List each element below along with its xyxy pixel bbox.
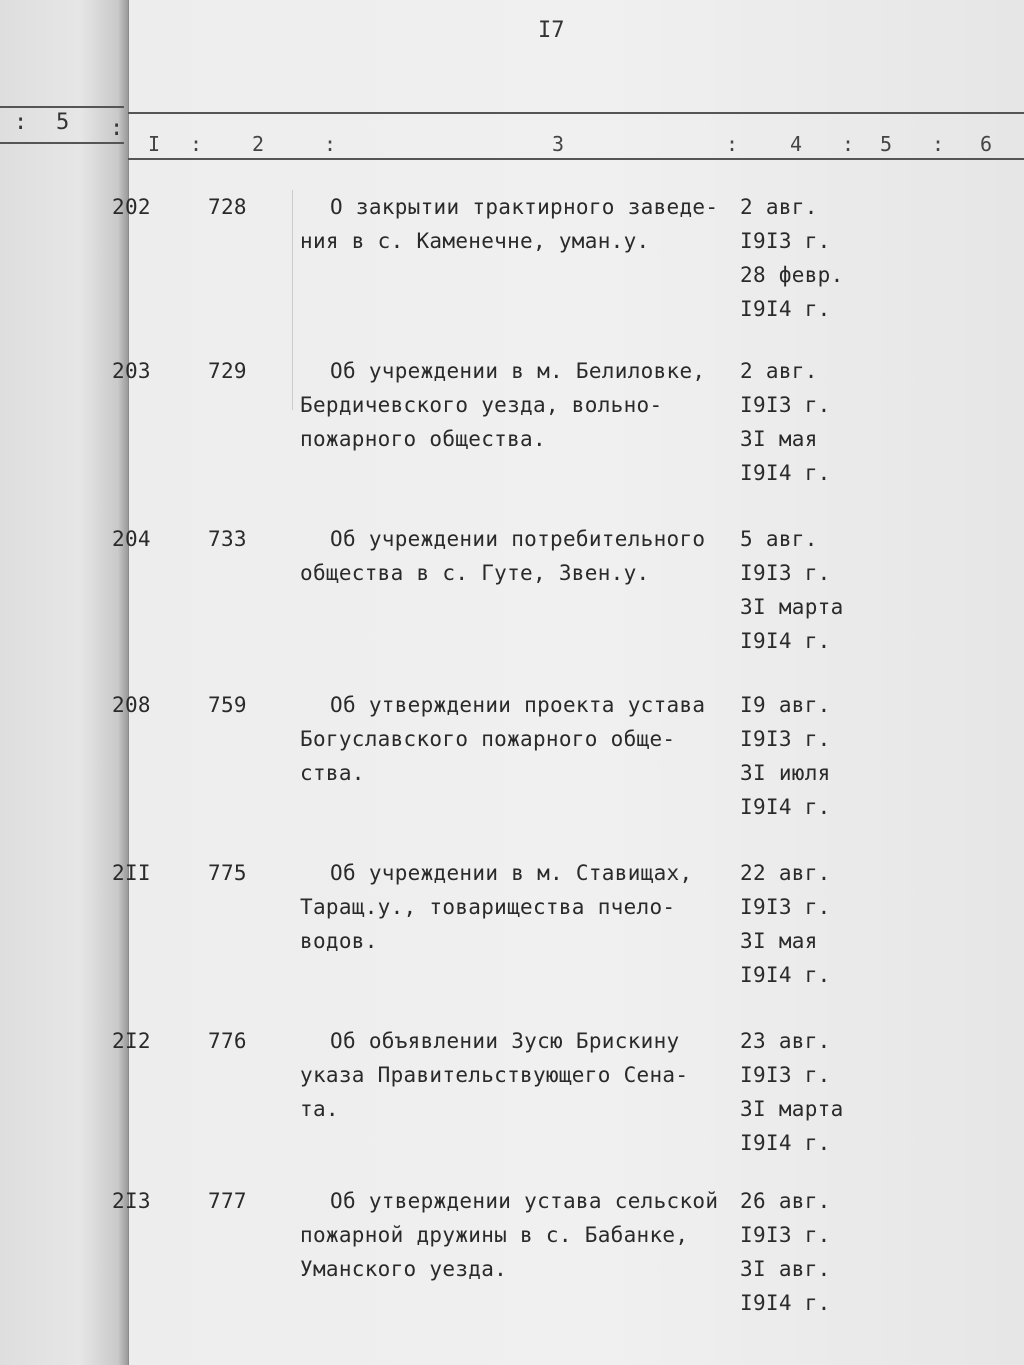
date-line: I9I4 г. [740,795,831,819]
title-line: Бердичевского уезда, вольно- [300,393,663,417]
date-line: I9I3 г. [740,727,831,751]
date-line: I9I3 г. [740,1223,831,1247]
file-number: 729 [208,359,247,383]
row-number: 2I2 [112,1029,151,1053]
date-line: I9I3 г. [740,1063,831,1087]
row-dates [740,522,870,658]
date-line: I9I4 г. [740,1131,831,1155]
row-number: 203 [112,359,151,383]
title-line: Таращ.у., товарищества пчело- [300,895,676,919]
row-title [300,856,740,958]
title-line: Об учреждении в м. Белиловке, [330,359,706,383]
date-line: 3I марта [740,595,844,619]
row-title [300,190,740,258]
header-col-6: 6 [980,132,993,156]
header-separator: : [842,132,855,156]
row-dates [740,856,870,992]
title-line: Уманского уезда. [300,1257,508,1281]
row-title [300,1024,740,1126]
faint-pencil-mark [292,190,293,410]
date-line: I9I4 г. [740,963,831,987]
row-number: 2I3 [112,1189,151,1213]
row-dates [740,190,870,326]
date-line: I9 авг. [740,693,831,717]
date-line: 28 февр. [740,263,844,287]
date-line: I9I4 г. [740,1291,831,1315]
header-col-2: 2 [252,132,265,156]
file-number: 777 [208,1189,247,1213]
title-line: указа Правительствующего Сена- [300,1063,689,1087]
title-line: Об утверждении проекта устава [330,693,706,717]
row-dates [740,1184,870,1320]
date-line: I9I4 г. [740,461,831,485]
title-line: та. [300,1097,339,1121]
title-line: ния в с. Каменечне, уман.у. [300,229,650,253]
title-line: пожарной дружины в с. Бабанке, [300,1223,689,1247]
date-line: I9I3 г. [740,561,831,585]
header-rule-top [128,112,1024,114]
file-number: 759 [208,693,247,717]
row-title [300,688,740,790]
file-number: 733 [208,527,247,551]
file-number: 728 [208,195,247,219]
left-header-separator: : [14,110,28,135]
date-line: 22 авг. [740,861,831,885]
title-line: ства. [300,761,365,785]
row-title [300,354,740,456]
left-header-separator-2: : [110,116,124,141]
title-line: общества в с. Гуте, Звен.у. [300,561,650,585]
header-col-1: I [148,132,161,156]
row-title [300,522,740,590]
header-separator: : [726,132,739,156]
date-line: 3I авг. [740,1257,831,1281]
header-col-5: 5 [880,132,893,156]
title-line: Об утверждении устава сельской [330,1189,719,1213]
page-number: I7 [538,18,565,43]
left-page-edge [0,0,129,1365]
date-line: 2 авг. [740,359,818,383]
date-line: 23 авг. [740,1029,831,1053]
date-line: 5 авг. [740,527,818,551]
date-line: 3I марта [740,1097,844,1121]
left-header-rule-bottom [0,142,124,144]
title-line: Об объявлении Зусю Брискину [330,1029,680,1053]
row-dates [740,1024,870,1160]
table-header [128,112,1024,160]
header-rule-bottom [128,158,1024,160]
row-number: 202 [112,195,151,219]
row-number: 208 [112,693,151,717]
title-line: Об учреждении потребительного [330,527,706,551]
row-number: 2II [112,861,151,885]
row-title [300,1184,740,1286]
left-header-col-5: 5 [56,110,70,135]
row-dates [740,688,870,824]
date-line: I9I4 г. [740,297,831,321]
title-line: О закрытии трактирного заведе- [330,195,719,219]
title-line: водов. [300,929,378,953]
date-line: I9I3 г. [740,393,831,417]
left-header-rule-top [0,106,124,108]
file-number: 775 [208,861,247,885]
date-line: 2 авг. [740,195,818,219]
header-separator: : [190,132,203,156]
date-line: I9I4 г. [740,629,831,653]
row-dates [740,354,870,490]
file-number: 776 [208,1029,247,1053]
title-line: Богуславского пожарного обще- [300,727,676,751]
date-line: 26 авг. [740,1189,831,1213]
header-separator: : [932,132,945,156]
title-line: Об учреждении в м. Ставищах, [330,861,693,885]
title-line: пожарного общества. [300,427,546,451]
header-col-3: 3 [552,132,565,156]
date-line: I9I3 г. [740,895,831,919]
header-separator: : [324,132,337,156]
date-line: 3I мая [740,427,818,451]
header-col-4: 4 [790,132,803,156]
date-line: 3I мая [740,929,818,953]
date-line: 3I июля [740,761,831,785]
row-number: 204 [112,527,151,551]
date-line: I9I3 г. [740,229,831,253]
